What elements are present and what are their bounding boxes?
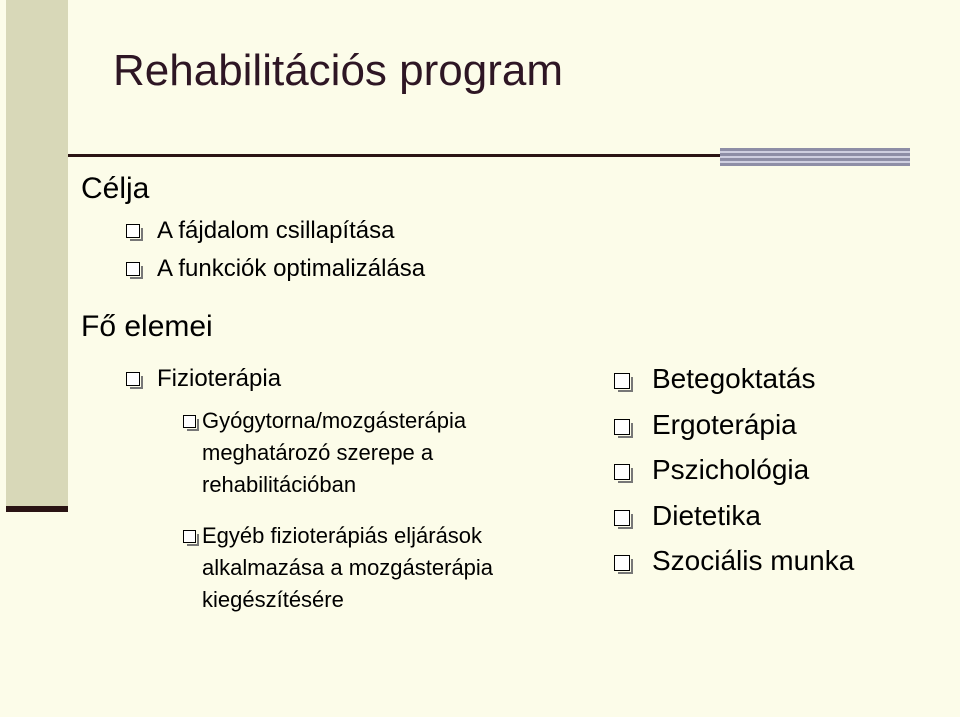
slide-title: Rehabilitációs program [113, 46, 563, 95]
list-item [614, 409, 797, 441]
checkbox-bullet-icon [183, 415, 196, 428]
heading-celja: Célja [81, 172, 150, 205]
list-item [126, 255, 425, 283]
sub-list-item-text: Gyógytorna/mozgásterápia meghatározó szerepe a rehabilitációban [202, 408, 467, 497]
left-decorative-band [6, 0, 68, 509]
checkbox-bullet-icon [614, 555, 630, 571]
heading-fo-elemei: Fő elemei [81, 310, 213, 343]
list-item-text: Fizioterápia [157, 365, 282, 392]
list-item-text: A funkciók optimalizálása [157, 255, 426, 282]
checkbox-bullet-icon [614, 464, 630, 480]
list-item [614, 454, 809, 486]
sub-list-item-text: Egyéb fizioterápiás eljárások alkalmazása a mozgásterápia kiegészítésére [202, 523, 494, 612]
list-item [614, 363, 815, 395]
checkbox-bullet-icon [183, 530, 196, 543]
sub-list-item [183, 520, 542, 616]
checkbox-bullet-icon [126, 372, 140, 386]
list-item-text: Pszichológia [652, 454, 810, 485]
list-item [614, 500, 761, 532]
list-item [126, 365, 281, 393]
list-item-text: A fájdalom csillapítása [157, 217, 395, 244]
list-item [126, 217, 394, 245]
checkbox-bullet-icon [126, 224, 140, 238]
list-item [614, 545, 854, 577]
title-rule-accent [720, 148, 910, 166]
checkbox-bullet-icon [614, 373, 630, 389]
left-band-shadow [6, 506, 68, 512]
sub-list-item [183, 405, 542, 501]
checkbox-bullet-icon [614, 419, 630, 435]
list-item-text: Ergoterápia [652, 409, 797, 440]
list-item-text: Dietetika [652, 500, 761, 531]
title-rule [68, 154, 720, 157]
checkbox-bullet-icon [614, 510, 630, 526]
checkbox-bullet-icon [126, 262, 140, 276]
list-item-text: Betegoktatás [652, 363, 816, 394]
list-item-text: Szociális munka [652, 545, 855, 576]
